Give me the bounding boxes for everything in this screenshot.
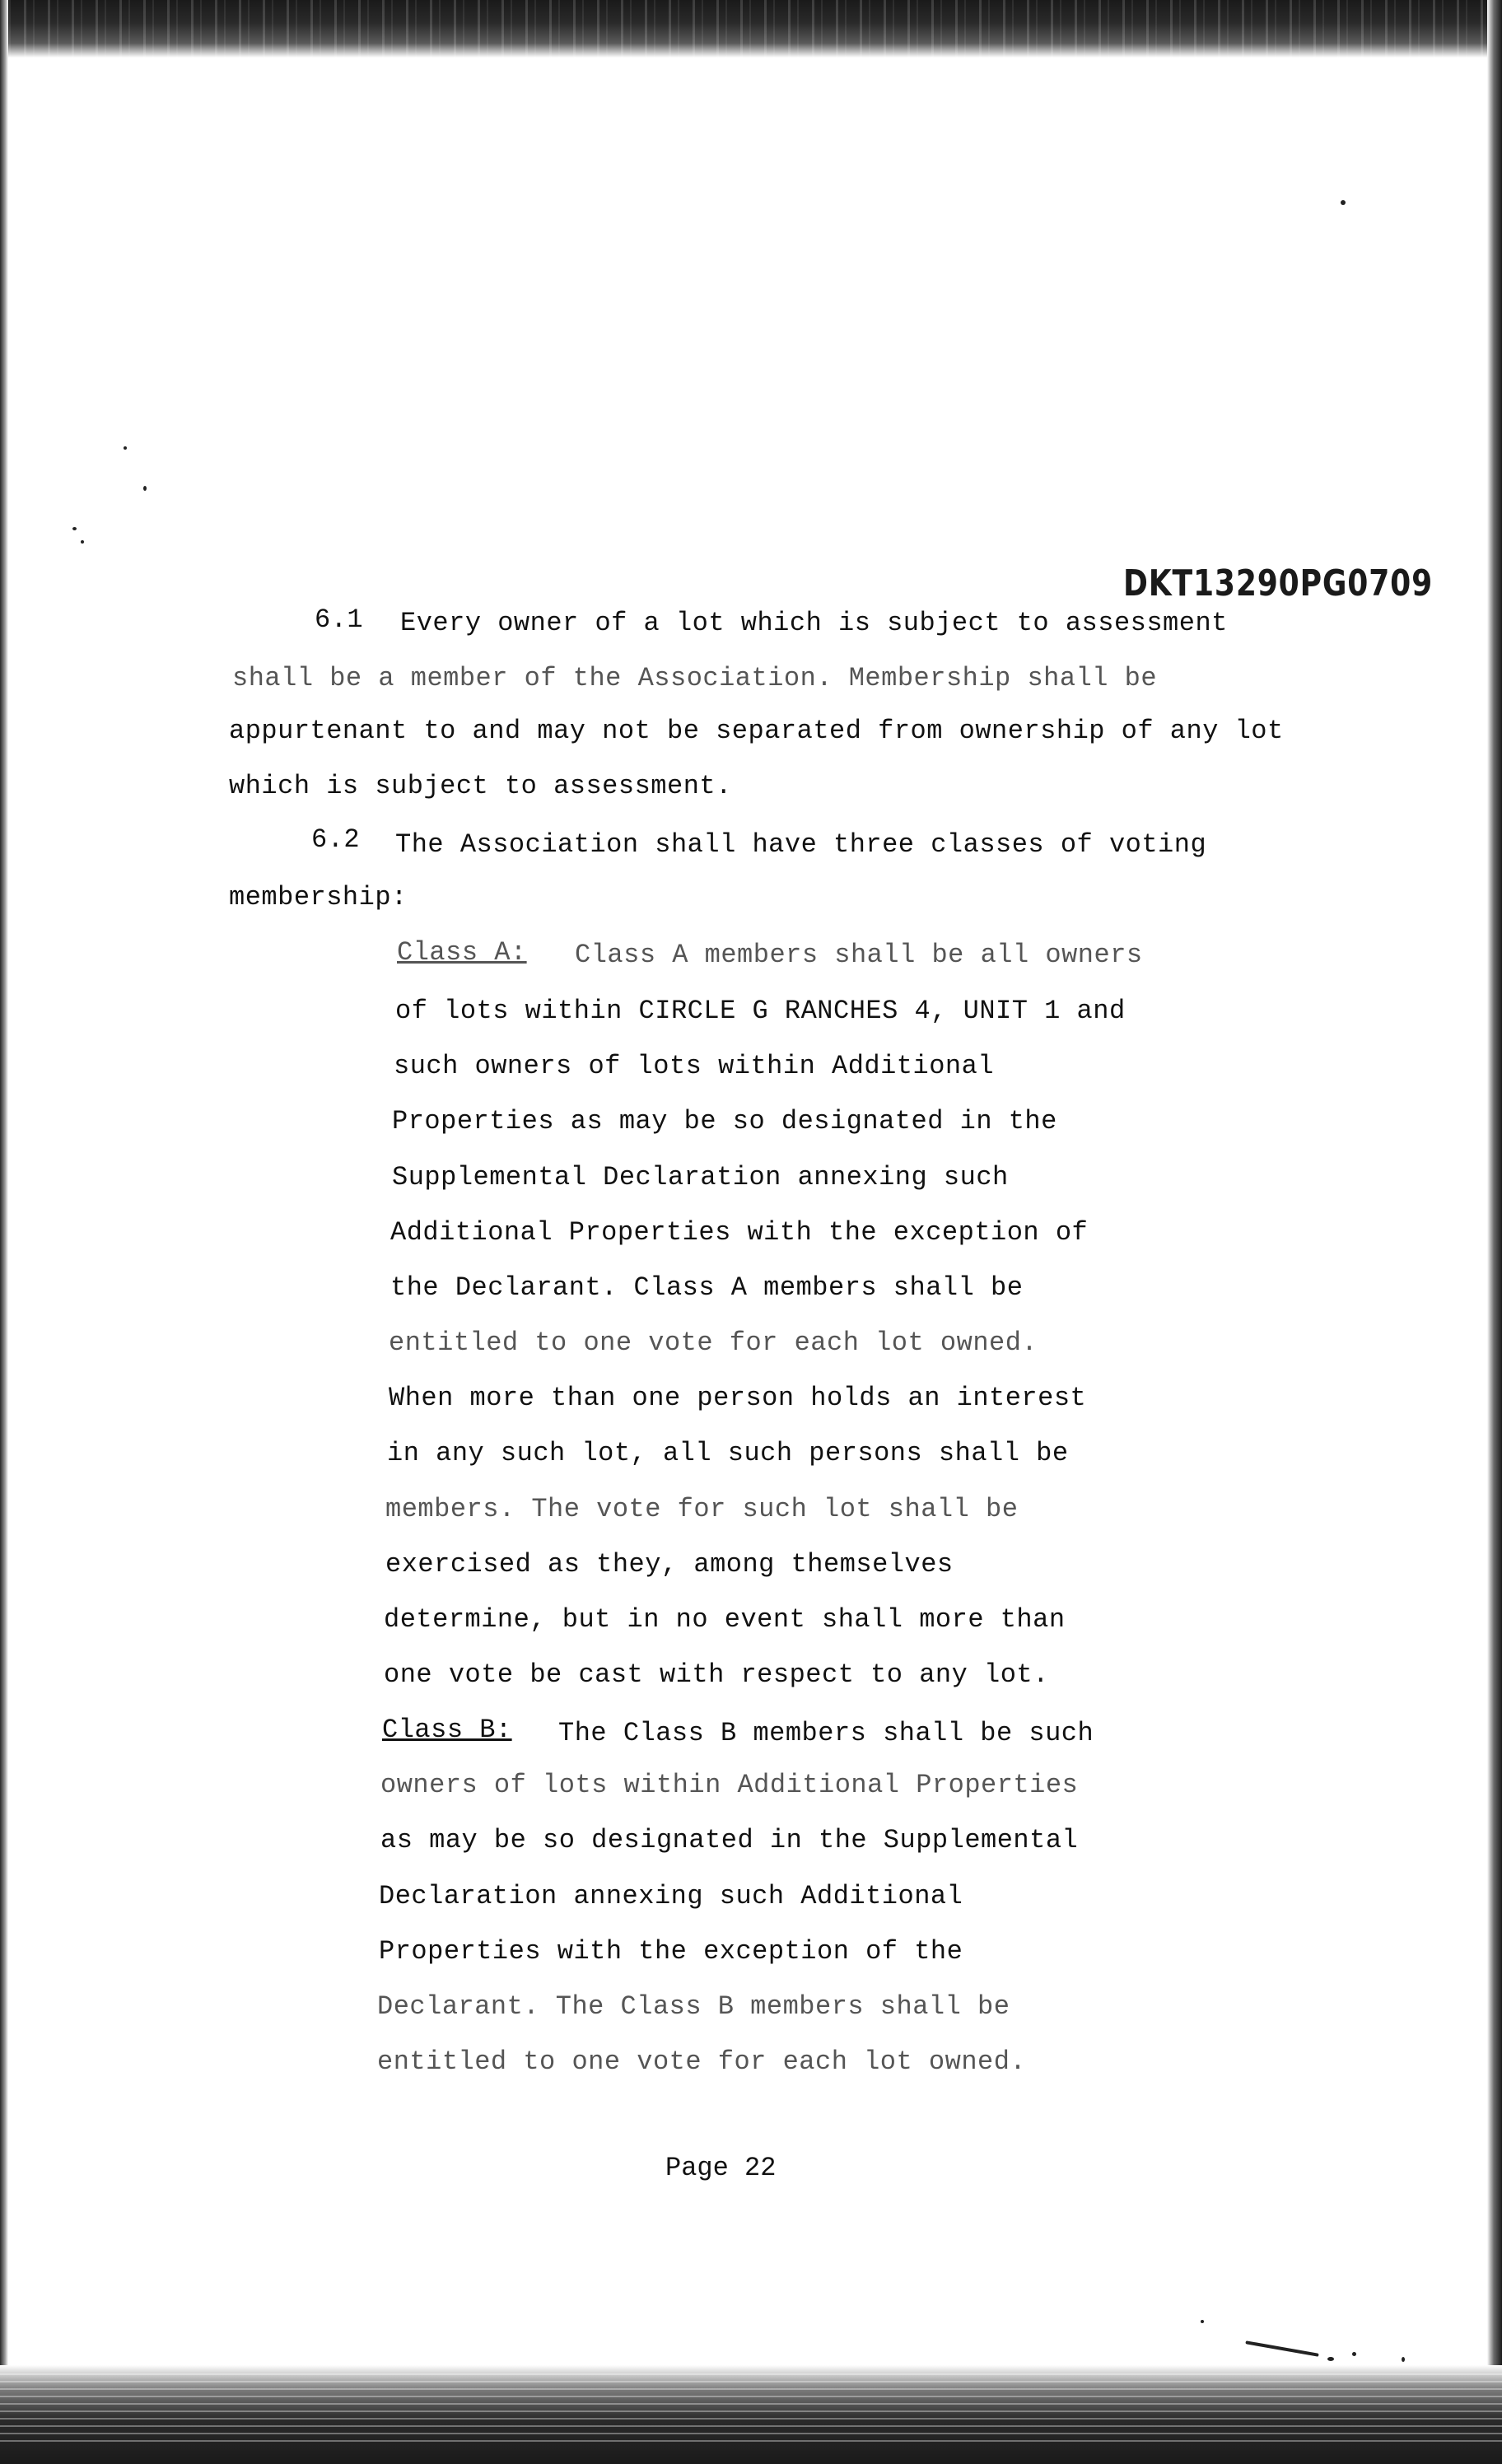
class-a-line: in any such lot, all such persons shall be bbox=[387, 1438, 1069, 1468]
class-a-line: such owners of lots within Additional bbox=[394, 1051, 995, 1081]
section-6-2-line: The Association shall have three classes of voting bbox=[395, 829, 1207, 860]
scan-speck bbox=[143, 486, 147, 491]
section-6-2-line: membership: bbox=[229, 882, 408, 912]
class-a-line: Properties as may be so designated in the bbox=[392, 1106, 1057, 1136]
docket-stamp: DKT13290PG0709 bbox=[1123, 562, 1434, 604]
class-a-line: Additional Properties with the exception of bbox=[390, 1217, 1089, 1248]
class-b-line: Properties with the exception of the bbox=[379, 1936, 963, 1967]
section-6-1-number: 6.1 bbox=[315, 604, 364, 635]
class-a-line: members. The vote for such lot shall be bbox=[385, 1494, 1019, 1524]
class-b-line: Declaration annexing such Additional bbox=[379, 1881, 963, 1911]
section-6-1-line: shall be a member of the Association. Membership shall be bbox=[232, 663, 1158, 693]
scan-edge-top-noise bbox=[0, 0, 1502, 58]
section-6-1-line: which is subject to assessment. bbox=[229, 771, 732, 801]
scan-speck bbox=[72, 527, 77, 530]
class-b-heading: Class B: bbox=[382, 1715, 512, 1745]
class-b-line: Declarant. The Class B members shall be bbox=[377, 1991, 1010, 2022]
class-a-heading: Class A: bbox=[397, 937, 527, 968]
class-b-line: owners of lots within Additional Properties bbox=[380, 1770, 1079, 1800]
scan-speck bbox=[124, 446, 127, 450]
scan-speck bbox=[1327, 2357, 1334, 2361]
section-6-2-number: 6.2 bbox=[311, 824, 361, 855]
class-a-line: the Declarant. Class A members shall be bbox=[390, 1272, 1024, 1303]
scan-speck bbox=[1352, 2352, 1356, 2356]
page-number: Page 22 bbox=[665, 2153, 777, 2183]
class-a-line: Supplemental Declaration annexing such bbox=[392, 1162, 1009, 1192]
class-a-line: When more than one person holds an interest bbox=[389, 1383, 1087, 1413]
class-a-line: Class A members shall be all owners bbox=[575, 940, 1143, 970]
class-a-line: determine, but in no event shall more than bbox=[384, 1604, 1066, 1635]
scan-speck bbox=[1201, 2320, 1204, 2323]
class-b-line: as may be so designated in the Supplemental bbox=[380, 1825, 1079, 1855]
scan-speck bbox=[1245, 2340, 1318, 2357]
scan-edge-right bbox=[1487, 0, 1502, 2464]
class-b-line: entitled to one vote for each lot owned. bbox=[377, 2046, 1027, 2077]
class-a-line: exercised as they, among themselves bbox=[385, 1549, 954, 1580]
scan-speck bbox=[81, 540, 84, 544]
scan-edge-bottom-lines bbox=[0, 2373, 1502, 2448]
class-a-line: entitled to one vote for each lot owned. bbox=[389, 1328, 1038, 1358]
scan-edge-left bbox=[0, 0, 8, 2464]
section-6-1-line: Every owner of a lot which is subject to assessment bbox=[400, 608, 1228, 638]
section-6-1-line: appurtenant to and may not be separated from ownership of any lot bbox=[229, 716, 1284, 746]
scan-speck bbox=[1341, 200, 1346, 205]
class-b-line: The Class B members shall be such bbox=[558, 1718, 1094, 1748]
class-a-line: of lots within CIRCLE G RANCHES 4, UNIT 1 and bbox=[395, 996, 1126, 1026]
scan-speck bbox=[1402, 2357, 1405, 2362]
class-a-line: one vote be cast with respect to any lot. bbox=[384, 1659, 1049, 1690]
